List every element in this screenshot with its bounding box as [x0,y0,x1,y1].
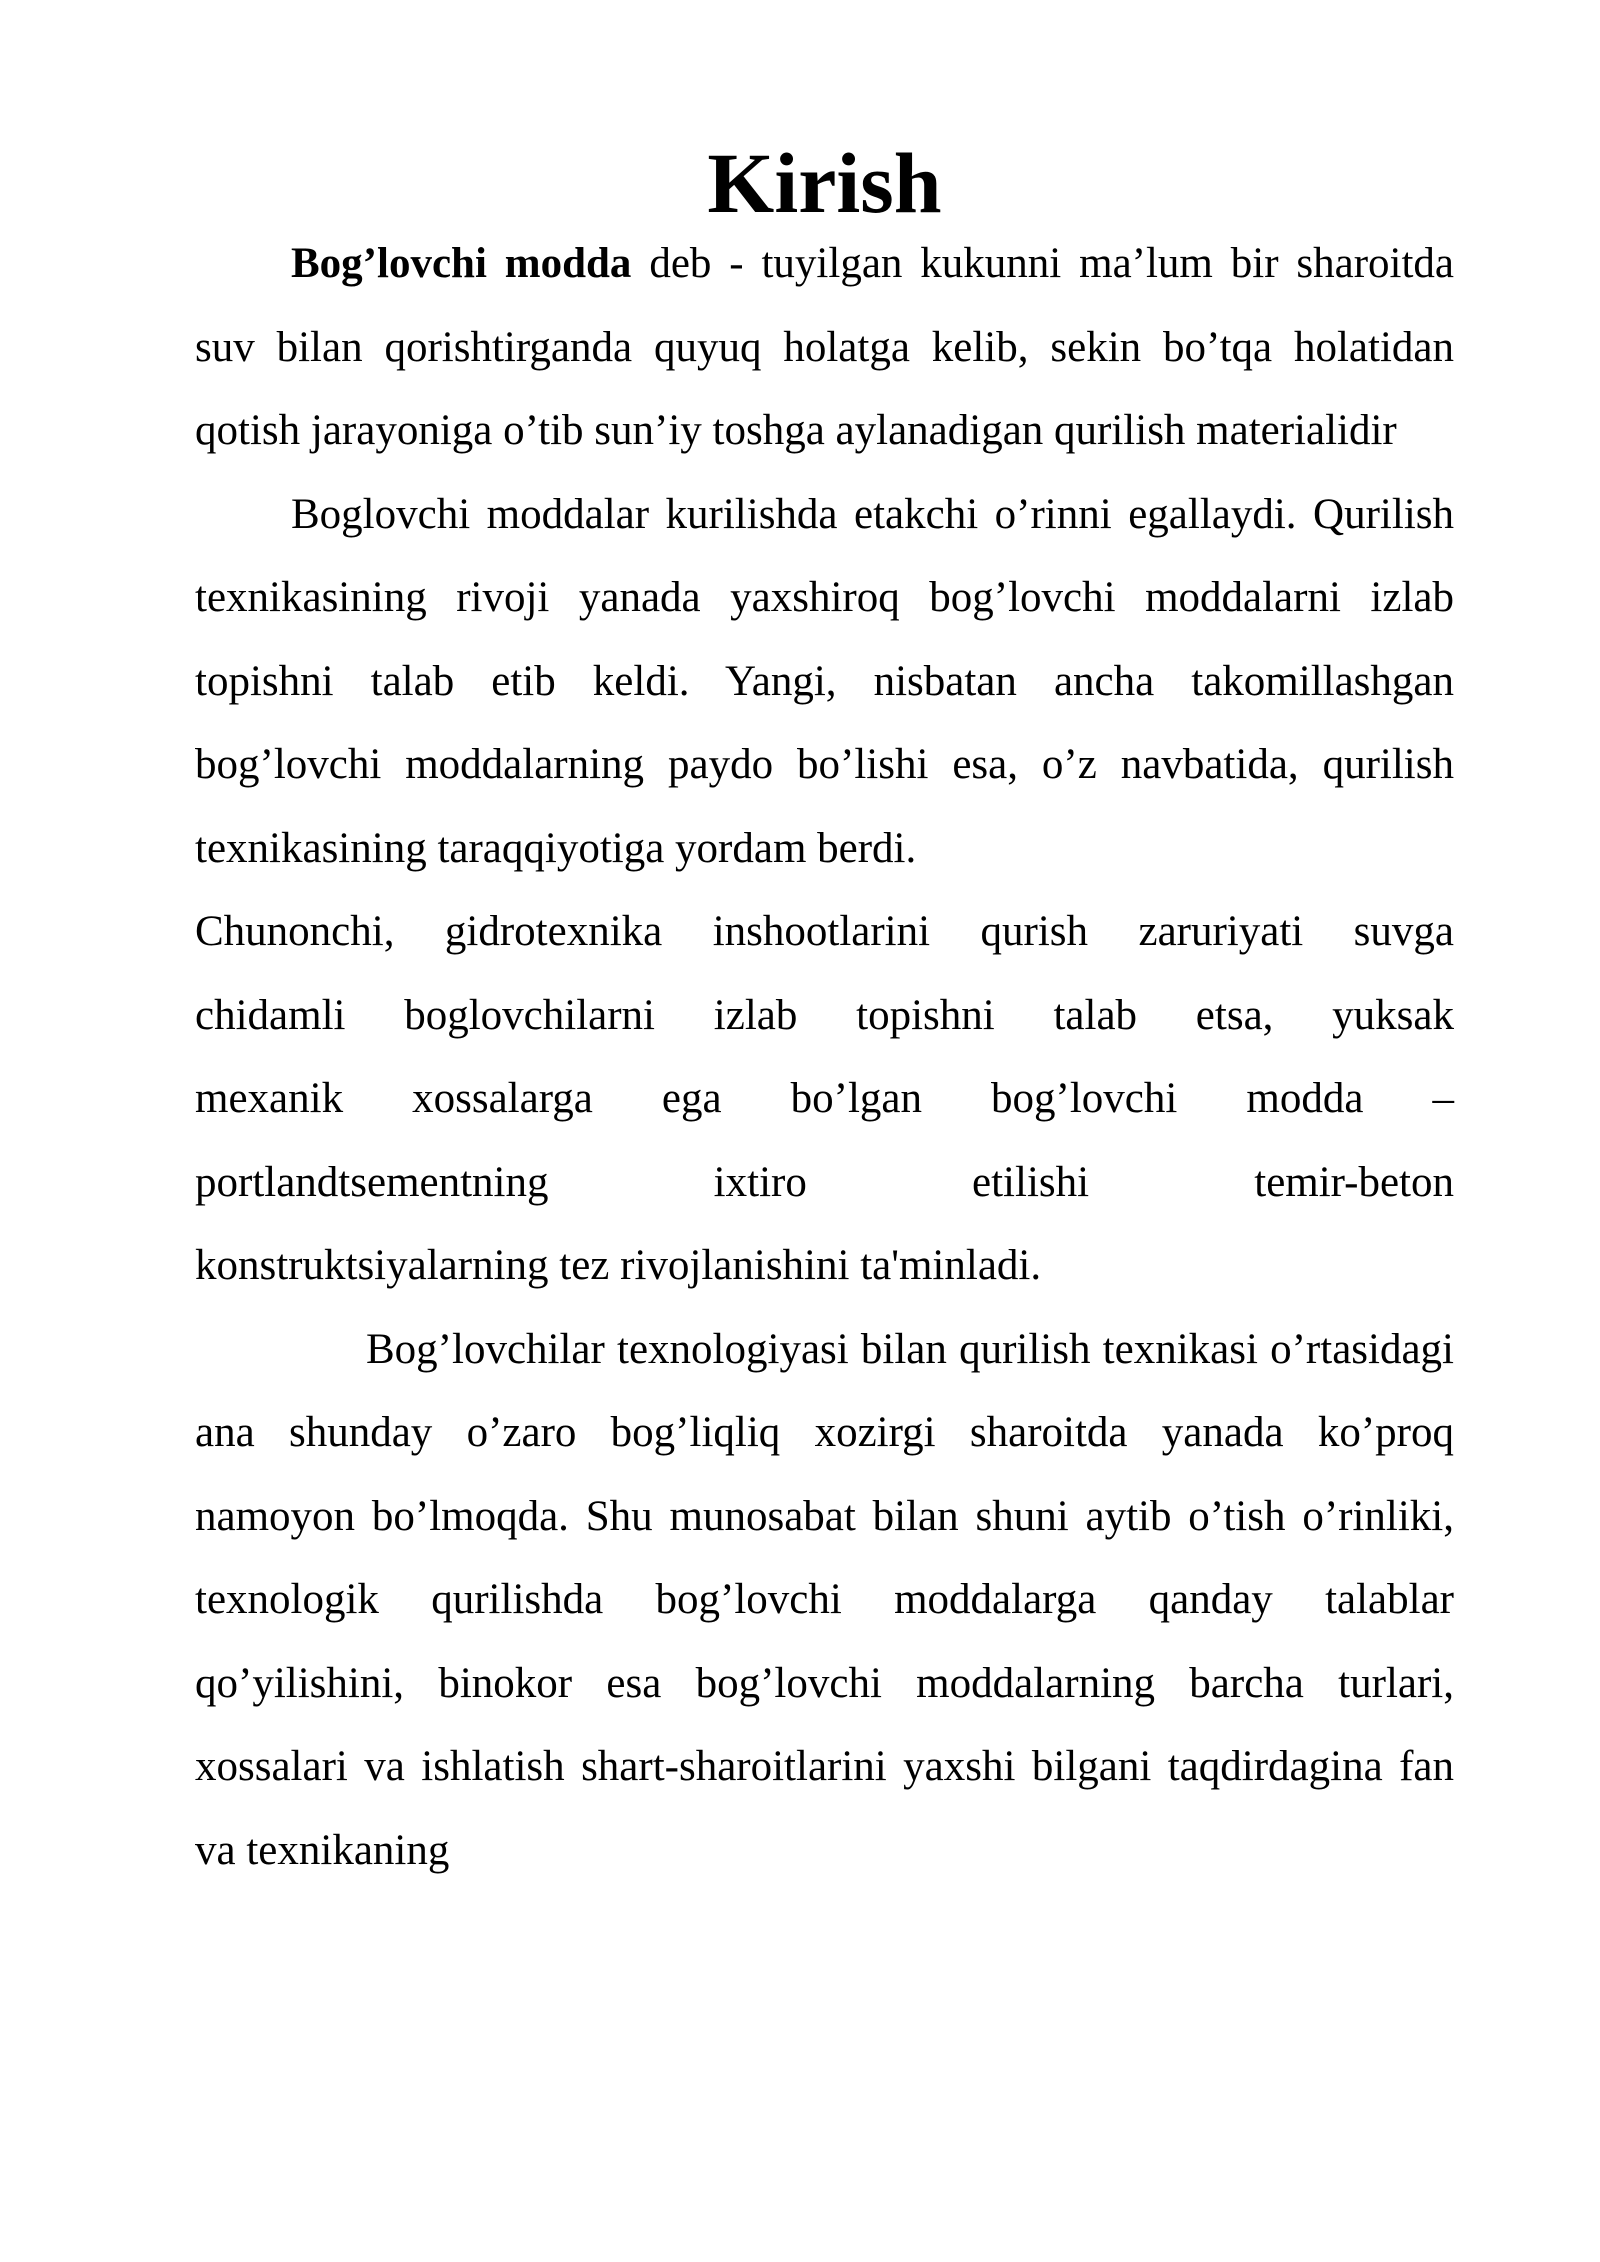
example-line: portlandtsementning ixtiro etilishi temir-beton [195,1158,1454,1206]
paragraph-relationship: Bog’lovchilar texnologiyasi bilan qurilish texnikasi o’rtasidagi ana shunday o’zaro bog’liqliq xozirgi sharoitda yanada ko’proq namoyon bo’lmoqda. Shu munosabat bilan shuni aytib o’tish o’rinliki, texnologik qurilishda bog’lovchi moddalarga qanday talablar qo’yilishini, binokor esa bog’lovchi moddalarning barcha turlari, xossalari va ishlatish shart-sharoitlarini yaxshi bilgani taqdirdagina fan va texnikaning [195,1325,1454,1874]
definition-text: deb - tuyilgan kukunni ma’lum bir sharoitda suv bilan qorishtirganda quyuq holatga kelib, sekin bo’tqa holatidan qotish jarayoniga o’tib sun’iy toshga aylanadigan qurilish materialidir [195,240,1455,454]
document-body [195,135,1455,1892]
example-line-last: konstruktsiyalarning tez rivojlanishini ta'minladi. [195,1242,1042,1289]
example-line: mexanik xossalarga ega bo’lgan bog’lovchi modda – [195,1075,1454,1122]
paragraph-importance: Boglovchi moddalar kurilishda etakchi o’rinni egallaydi. Qurilish texnikasining rivoji yanada yaxshiroq bog’lovchi moddalarni izlab topishni talab etib keldi. Yangi, nisbatan ancha takomillashgan bog’lovchi moddalarning paydo bo’lishi esa, o’z navbatida, qurilish texnikasining taraqqiyotiga yordam berdi. [195,490,1454,872]
paragraph-example [195,890,1454,1308]
paragraph-definition [195,222,1454,473]
example-line: Chunonchi, gidrotexnika inshootlarini qurish zaruriyati suvga [195,908,1454,955]
page-title: Kirish [707,135,942,231]
example-line: chidamli boglovchilarni izlab topishni talab etsa, yuksak [195,991,1454,1039]
defined-term: Bog’lovchi modda [291,240,632,287]
